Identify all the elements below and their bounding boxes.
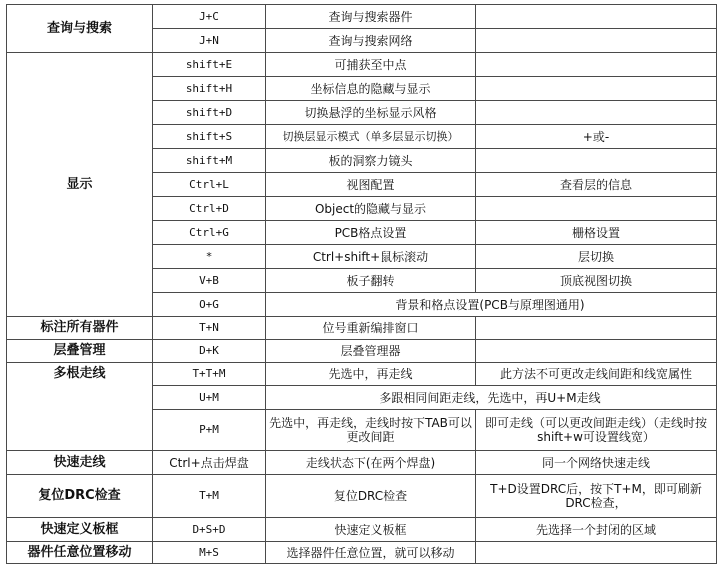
shortcut-key-cell: Ctrl+L <box>153 173 266 197</box>
function-cell: 复位DRC检查 <box>266 475 476 518</box>
shortcut-key-cell: Ctrl+G <box>153 221 266 245</box>
function-cell: 坐标信息的隐藏与显示 <box>266 77 476 101</box>
table-row <box>7 451 717 475</box>
shortcut-key-cell: T+T+M <box>153 363 266 386</box>
table-row <box>7 518 717 542</box>
note-cell: 同一个网络快速走线 <box>476 451 717 475</box>
note-cell <box>476 101 717 125</box>
shortcut-key-cell: O+G <box>153 293 266 317</box>
function-cell: 切换层显示模式（单多层显示切换） <box>266 125 476 149</box>
table-row <box>7 5 717 29</box>
shortcut-key-cell: Ctrl+D <box>153 197 266 221</box>
shortcut-key-cell: D+K <box>153 340 266 363</box>
function-cell: 切换悬浮的坐标显示风格 <box>266 101 476 125</box>
note-cell <box>476 542 717 564</box>
function-cell: 走线状态下(在两个焊盘) <box>266 451 476 475</box>
shortcut-key-cell: shift+D <box>153 101 266 125</box>
function-cell: 位号重新编排窗口 <box>266 317 476 340</box>
shortcut-key-cell: J+C <box>153 5 266 29</box>
note-cell <box>476 149 717 173</box>
table-row <box>7 53 717 77</box>
shortcut-key-cell: T+M <box>153 475 266 518</box>
function-cell: PCB格点设置 <box>266 221 476 245</box>
shortcut-key-cell: V+B <box>153 269 266 293</box>
note-cell: 层切换 <box>476 245 717 269</box>
shortcut-key-cell: J+N <box>153 29 266 53</box>
category-cell: 标注所有器件 <box>7 317 153 340</box>
table-row <box>7 542 717 564</box>
note-cell <box>476 53 717 77</box>
function-cell: 层叠管理器 <box>266 340 476 363</box>
function-cell: 板的洞察力镜头 <box>266 149 476 173</box>
shortcut-key-cell: shift+E <box>153 53 266 77</box>
category-cell: 快速走线 <box>7 451 153 475</box>
category-cell: 复位DRC检查 <box>7 475 153 518</box>
function-cell: 板子翻转 <box>266 269 476 293</box>
shortcut-key-cell: Ctrl+点击焊盘 <box>153 451 266 475</box>
note-cell: T+D设置DRC后，按下T+M，即可刷新DRC检查， <box>476 475 717 518</box>
function-cell: 可捕获至中点 <box>266 53 476 77</box>
shortcut-table <box>6 4 717 564</box>
note-cell <box>476 197 717 221</box>
function-cell: 背景和格点设置(PCB与原理图通用) <box>266 293 717 317</box>
function-cell: 查询与搜索器件 <box>266 5 476 29</box>
function-cell: 先选中，再走线 <box>266 363 476 386</box>
function-cell: 查询与搜索网络 <box>266 29 476 53</box>
category-cell: 查询与搜索 <box>7 5 153 53</box>
shortcut-key-cell: U+M <box>153 386 266 410</box>
note-cell: 顶底视图切换 <box>476 269 717 293</box>
category-cell: 显示 <box>7 53 153 317</box>
note-cell: 先选择一个封闭的区域 <box>476 518 717 542</box>
shortcut-key-cell: T+N <box>153 317 266 340</box>
function-cell: Ctrl+shift+鼠标滚动 <box>266 245 476 269</box>
function-cell: 先选中，再走线，走线时按下TAB可以更改间距 <box>266 410 476 451</box>
note-cell <box>476 77 717 101</box>
table-row <box>7 317 717 340</box>
table-row <box>7 475 717 518</box>
table-row <box>7 363 717 386</box>
function-cell: 快速定义板框 <box>266 518 476 542</box>
category-cell: 多根走线 <box>7 363 153 451</box>
function-cell: 视图配置 <box>266 173 476 197</box>
note-cell <box>476 5 717 29</box>
table-row <box>7 340 717 363</box>
note-cell: 此方法不可更改走线间距和线宽属性 <box>476 363 717 386</box>
note-cell: 即可走线（可以更改间距走线）（走线时按shift+w可设置线宽） <box>476 410 717 451</box>
category-cell: 层叠管理 <box>7 340 153 363</box>
function-cell: Object的隐藏与显示 <box>266 197 476 221</box>
note-cell: +或- <box>476 125 717 149</box>
note-cell <box>476 340 717 363</box>
shortcut-key-cell: D+S+D <box>153 518 266 542</box>
note-cell: 查看层的信息 <box>476 173 717 197</box>
shortcut-key-cell: * <box>153 245 266 269</box>
shortcut-key-cell: shift+S <box>153 125 266 149</box>
shortcut-key-cell: P+M <box>153 410 266 451</box>
category-cell: 器件任意位置移动 <box>7 542 153 564</box>
shortcut-key-cell: shift+H <box>153 77 266 101</box>
function-cell: 多跟相同间距走线，先选中，再U+M走线 <box>266 386 717 410</box>
note-cell <box>476 317 717 340</box>
function-cell: 选择器件任意位置，就可以移动 <box>266 542 476 564</box>
category-cell: 快速定义板框 <box>7 518 153 542</box>
shortcut-key-cell: shift+M <box>153 149 266 173</box>
shortcut-key-cell: M+S <box>153 542 266 564</box>
note-cell: 栅格设置 <box>476 221 717 245</box>
note-cell <box>476 29 717 53</box>
